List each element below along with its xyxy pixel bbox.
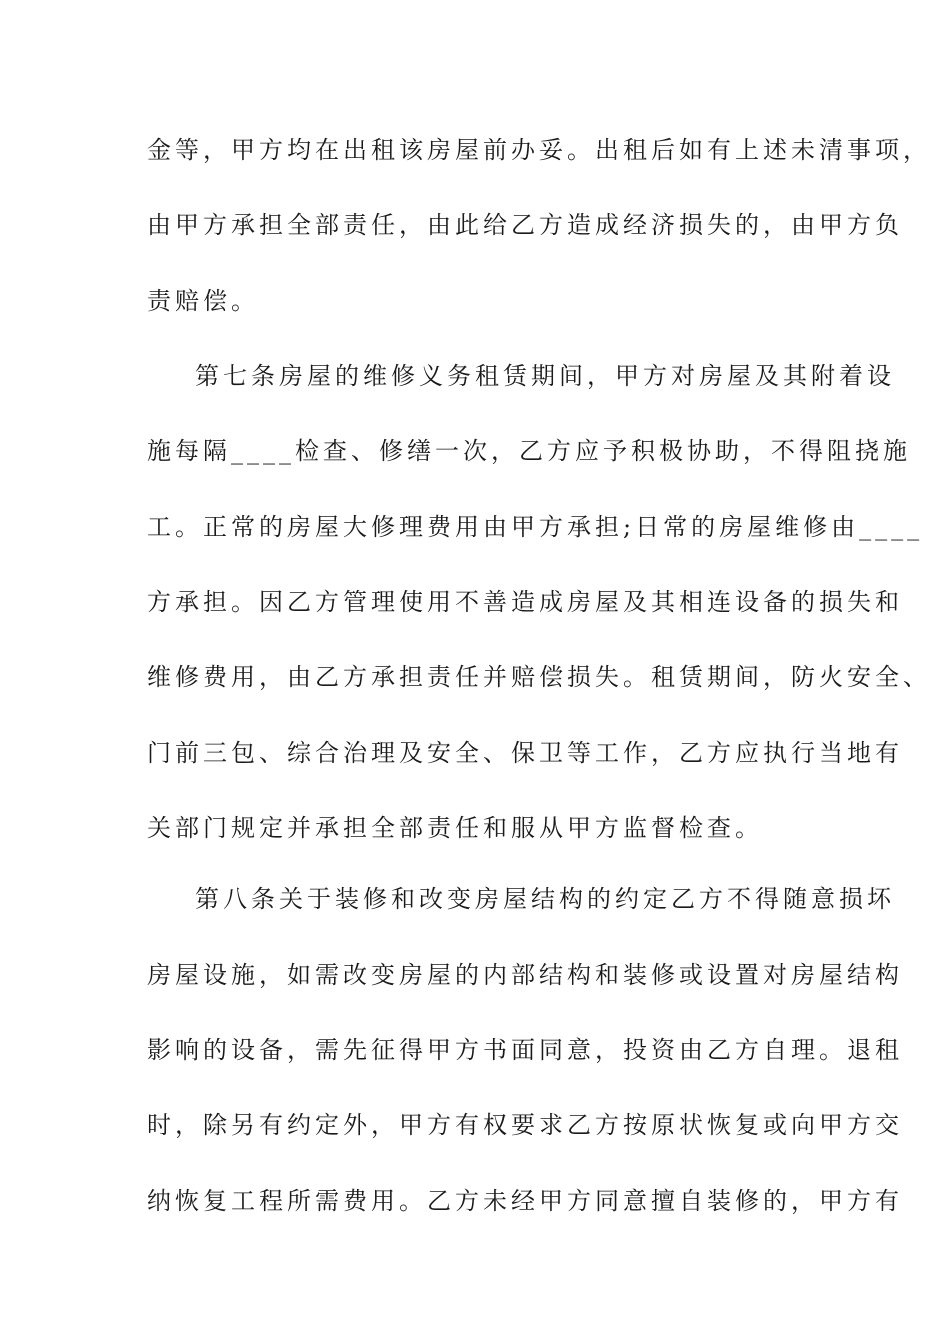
text-line: 金等，甲方均在出租该房屋前办妥。出租后如有上述未清事项， [147, 136, 931, 164]
text-line: 施每隔____检查、修缮一次，乙方应予积极协助，不得阻挠施 [147, 437, 911, 465]
text-line: 方承担。因乙方管理使用不善造成房屋及其相连设备的损失和 [147, 588, 903, 616]
text-line: 时，除另有约定外，甲方有权要求乙方按原状恢复或向甲方交 [147, 1111, 903, 1139]
paragraph-start-line: 第七条房屋的维修义务租赁期间，甲方对房屋及其附着设 [195, 362, 895, 390]
text-line: 影响的设备，需先征得甲方书面同意，投资由乙方自理。退租 [147, 1036, 903, 1064]
text-line: 纳恢复工程所需费用。乙方未经甲方同意擅自装修的，甲方有 [147, 1187, 903, 1215]
text-line: 门前三包、综合治理及安全、保卫等工作，乙方应执行当地有 [147, 739, 903, 767]
text-line: 责赔偿。 [147, 287, 259, 315]
text-line: 关部门规定并承担全部责任和服从甲方监督检查。 [147, 814, 763, 842]
text-line: 由甲方承担全部责任，由此给乙方造成经济损失的，由甲方负 [147, 211, 903, 239]
text-line: 工。正常的房屋大修理费用由甲方承担;日常的房屋维修由____ [147, 513, 924, 541]
paragraph-start-line: 第八条关于装修和改变房屋结构的约定乙方不得随意损坏 [195, 885, 895, 913]
text-line: 房屋设施，如需改变房屋的内部结构和装修或设置对房屋结构 [147, 961, 903, 989]
text-line: 维修费用，由乙方承担责任并赔偿损失。租赁期间，防火安全、 [147, 663, 931, 691]
